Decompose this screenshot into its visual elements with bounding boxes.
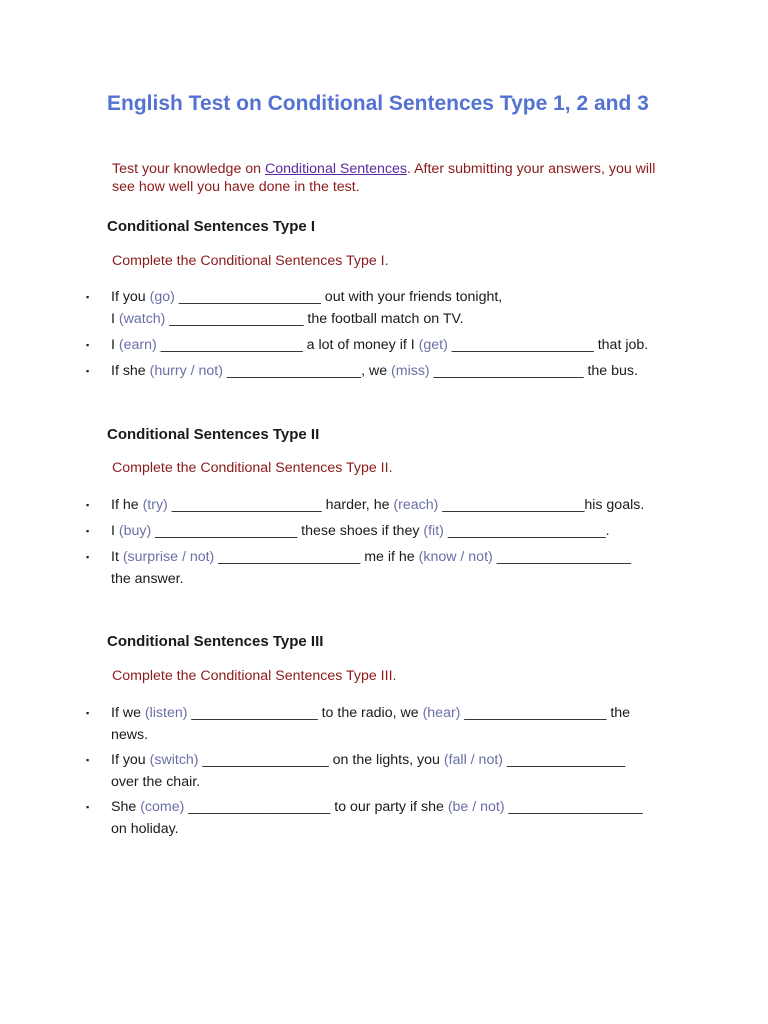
sentence-text: __________________ out with your friends tonight, <box>174 289 503 305</box>
sentence-text: I <box>111 337 119 353</box>
sentence-text: __________________ that job. <box>447 337 649 353</box>
sentence-text: __________________ the <box>460 705 631 721</box>
bullet-icon: ▪ <box>86 292 90 302</box>
intro-text <box>112 160 672 196</box>
sentence-text: _________________ <box>504 799 643 815</box>
bullet-icon: ▪ <box>86 526 90 536</box>
verb-hint: (miss) <box>391 363 430 379</box>
bullet-icon: ▪ <box>86 755 90 765</box>
sentence-text: over the chair. <box>111 774 201 790</box>
sentence-text: ________________ on the lights, you <box>198 752 444 768</box>
verb-hint: (try) <box>142 497 168 513</box>
sentence-text: __________________ to our party if she <box>184 799 448 815</box>
verb-hint: (earn) <box>118 337 157 353</box>
exercise-line <box>111 570 184 588</box>
section-heading-type-3: Conditional Sentences Type III <box>107 633 324 650</box>
exercise-line <box>111 288 502 306</box>
exercise-line <box>111 820 179 838</box>
verb-hint: (come) <box>140 799 185 815</box>
exercise-line <box>111 798 643 816</box>
verb-hint: (buy) <box>118 523 152 539</box>
sentence-text: on holiday. <box>111 821 179 837</box>
sentence-text: ________________ to the radio, we <box>187 705 423 721</box>
bullet-icon: ▪ <box>86 500 90 510</box>
conditional-sentences-link[interactable]: Conditional Sentences <box>265 161 407 177</box>
exercise-line <box>111 336 648 354</box>
sentence-text: I <box>111 311 119 327</box>
verb-hint: (fit) <box>423 523 444 539</box>
instruction-type-1: Complete the Conditional Sentences Type I. <box>112 253 389 269</box>
exercise-line <box>111 362 638 380</box>
sentence-text: If you <box>111 289 150 305</box>
bullet-icon: ▪ <box>86 552 90 562</box>
sentence-text: __________________ these shoes if they <box>151 523 424 539</box>
section-heading-type-1: Conditional Sentences Type I <box>107 218 316 235</box>
verb-hint: (hear) <box>422 705 461 721</box>
verb-hint: (listen) <box>144 705 188 721</box>
sentence-text: I <box>111 523 119 539</box>
verb-hint: (watch) <box>118 311 166 327</box>
sentence-text: _________________, we <box>222 363 392 379</box>
sentence-text: If she <box>111 363 150 379</box>
exercise-line <box>111 704 630 722</box>
sentence-text: If you <box>111 752 150 768</box>
sentence-text: __________________ a lot of money if I <box>156 337 419 353</box>
bullet-icon: ▪ <box>86 708 90 718</box>
exercise-line <box>111 310 464 328</box>
page-title: English Test on Conditional Sentences Type 1, 2 and 3 <box>107 92 649 115</box>
sentence-text: news. <box>111 727 149 743</box>
exercise-line <box>111 773 200 791</box>
exercise-line <box>111 726 148 744</box>
sentence-text: She <box>111 799 141 815</box>
exercise-line <box>111 548 631 566</box>
sentence-text: ____________________. <box>443 523 610 539</box>
verb-hint: (reach) <box>393 497 439 513</box>
sentence-text: If we <box>111 705 145 721</box>
verb-hint: (go) <box>149 289 175 305</box>
verb-hint: (fall / not) <box>443 752 504 768</box>
sentence-text: ___________________ harder, he <box>167 497 394 513</box>
bullet-icon: ▪ <box>86 366 90 376</box>
intro-text-start: Test your knowledge on <box>112 161 265 177</box>
sentence-text: _________________ the football match on TV. <box>165 311 464 327</box>
intro-text-end: . After submitting your answers, you will see how well you have done in the test. <box>112 161 656 195</box>
sentence-text: __________________his goals. <box>438 497 645 513</box>
verb-hint: (be / not) <box>447 799 505 815</box>
verb-hint: (get) <box>418 337 448 353</box>
sentence-text: If he <box>111 497 143 513</box>
verb-hint: (know / not) <box>418 549 493 565</box>
section-heading-type-2: Conditional Sentences Type II <box>107 426 320 443</box>
exercise-line <box>111 496 644 514</box>
instruction-type-2: Complete the Conditional Sentences Type II. <box>112 460 393 476</box>
bullet-icon: ▪ <box>86 340 90 350</box>
sentence-text: ___________________ the bus. <box>429 363 638 379</box>
sentence-text: It <box>111 549 123 565</box>
exercise-line <box>111 522 610 540</box>
bullet-icon: ▪ <box>86 802 90 812</box>
verb-hint: (surprise / not) <box>122 549 215 565</box>
sentence-text: _________________ <box>492 549 631 565</box>
verb-hint: (switch) <box>149 752 199 768</box>
sentence-text: __________________ me if he <box>214 549 419 565</box>
exercise-line <box>111 751 625 769</box>
sentence-text: _______________ <box>503 752 626 768</box>
sentence-text: the answer. <box>111 571 184 587</box>
verb-hint: (hurry / not) <box>149 363 223 379</box>
instruction-type-3: Complete the Conditional Sentences Type III. <box>112 668 397 684</box>
